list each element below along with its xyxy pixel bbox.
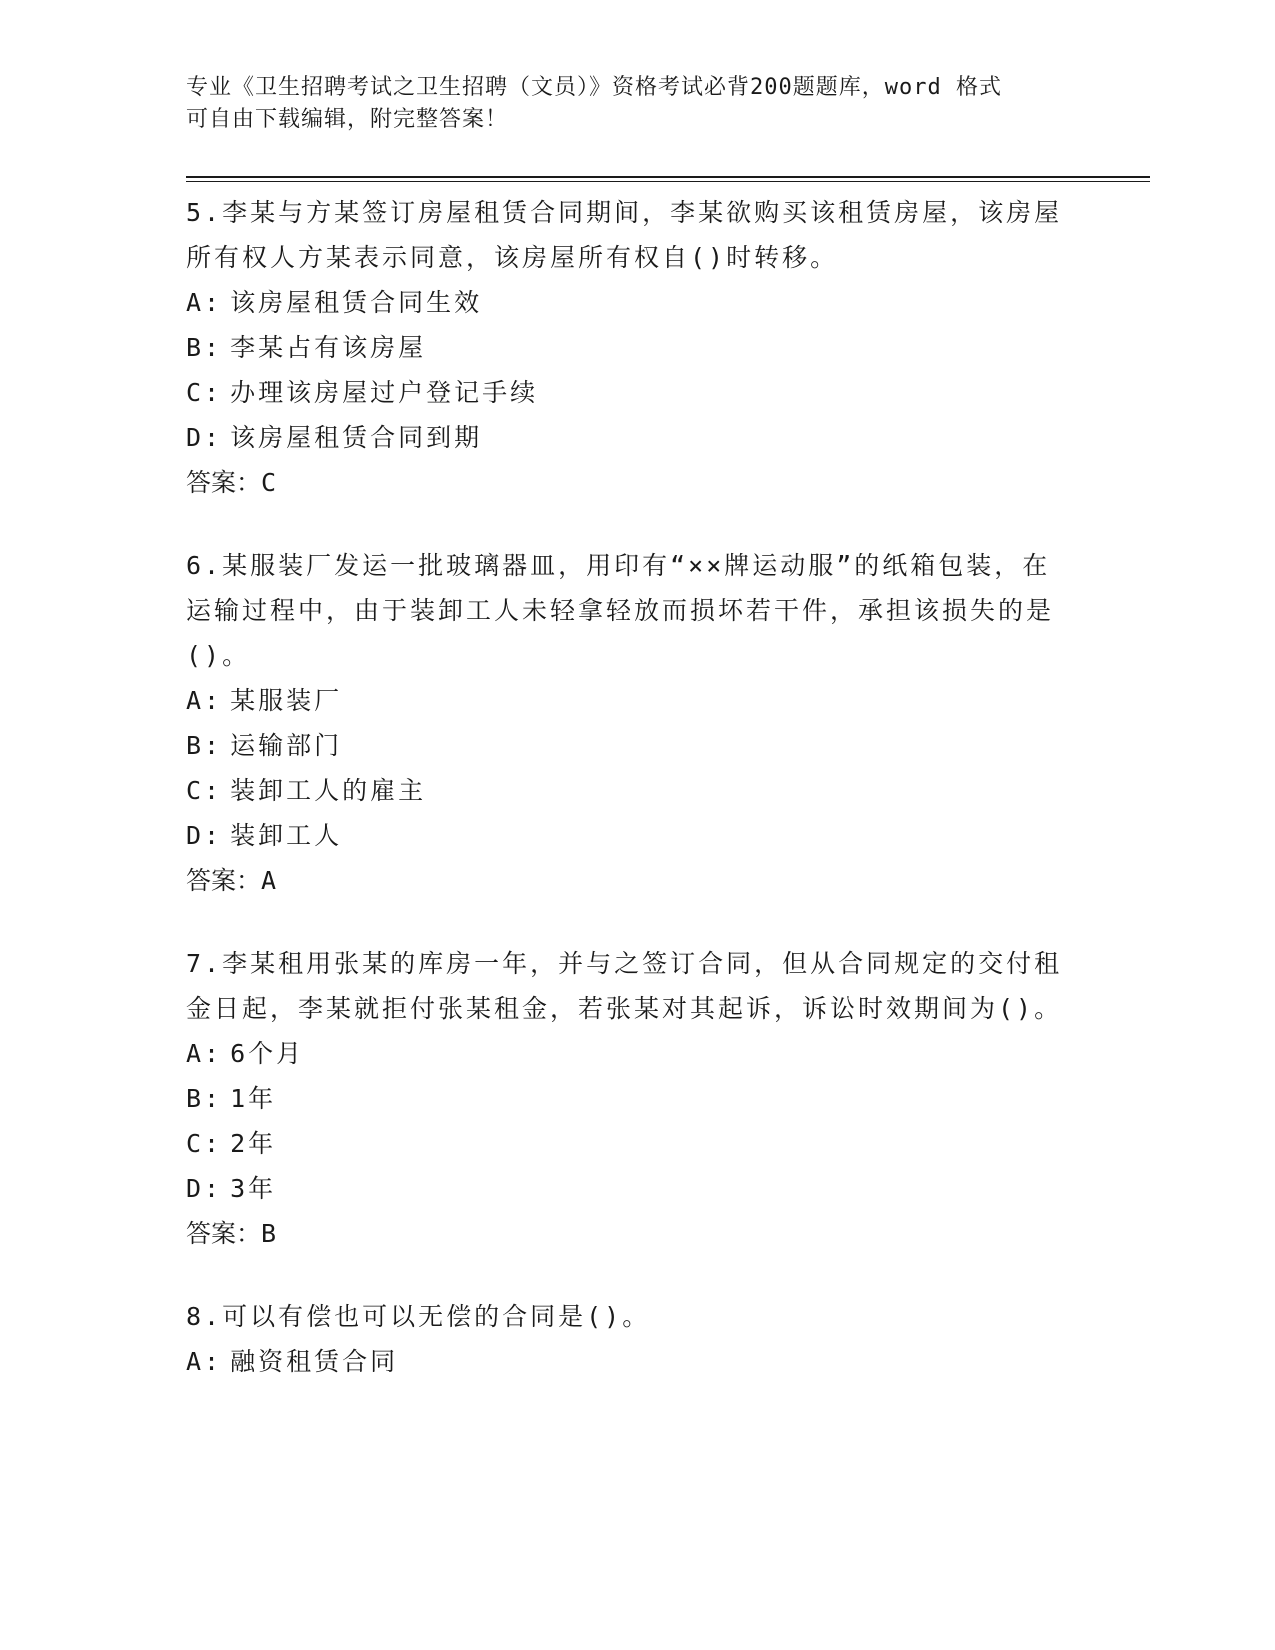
option-text: 某服装厂 (230, 686, 343, 715)
option-b (186, 325, 1066, 370)
option-a (186, 678, 1066, 723)
option-text: 李某占有该房屋 (230, 333, 427, 362)
option-d (186, 1166, 1066, 1211)
question-7 (186, 941, 1066, 1256)
option-text: 1年 (230, 1084, 277, 1113)
question-list (186, 190, 1066, 1422)
option-text: 6个月 (230, 1039, 305, 1068)
option-c (186, 768, 1066, 813)
option-key: D: (186, 1174, 223, 1203)
question-5 (186, 190, 1066, 505)
header-line-1: 专业《卫生招聘考试之卫生招聘（文员）》资格考试必背200题题库，word 格式 (186, 75, 1002, 100)
question-8 (186, 1294, 1066, 1384)
option-key: A: (186, 1347, 223, 1376)
option-key: D: (186, 821, 223, 850)
answer-line (186, 460, 1066, 505)
header-divider-thin (186, 181, 1150, 182)
option-key: C: (186, 378, 223, 407)
question-text: 6.某服装厂发运一批玻璃器皿，用印有“××牌运动服”的纸箱包装，在运输过程中，由于装卸工人未轻拿轻放而损坏若干件，承担该损失的是()。 (186, 551, 1055, 670)
option-key: A: (186, 288, 223, 317)
answer-value: A (261, 866, 277, 895)
option-key: B: (186, 1084, 223, 1113)
option-key: C: (186, 776, 223, 805)
option-text: 3年 (230, 1174, 277, 1203)
option-text: 运输部门 (230, 731, 343, 760)
answer-value: B (261, 1219, 277, 1248)
answer-label: 答案： (186, 1219, 262, 1248)
option-key: B: (186, 731, 223, 760)
option-c (186, 1121, 1066, 1166)
option-b (186, 723, 1066, 768)
option-text: 该房屋租赁合同生效 (230, 288, 483, 317)
answer-label: 答案： (186, 866, 262, 895)
option-text: 办理该房屋过户登记手续 (230, 378, 539, 407)
answer-line (186, 1211, 1066, 1256)
option-a (186, 1339, 1066, 1384)
option-key: A: (186, 686, 223, 715)
question-text: 5.李某与方某签订房屋租赁合同期间，李某欲购买该租赁房屋，该房屋所有权人方某表示同意，该房屋所有权自()时转移。 (186, 198, 1063, 272)
answer-label: 答案： (186, 468, 262, 497)
header-line-2: 可自由下载编辑，附完整答案！ (186, 107, 509, 132)
question-6 (186, 543, 1066, 903)
option-text: 融资租赁合同 (230, 1347, 399, 1376)
option-c (186, 370, 1066, 415)
question-text: 7.李某租用张某的库房一年，并与之签订合同，但从合同规定的交付租金日起，李某就拒付张某租金，若张某对其起诉，诉讼时效期间为()。 (186, 949, 1063, 1023)
header-divider-thick (186, 176, 1150, 178)
question-text: 8.可以有偿也可以无偿的合同是()。 (186, 1302, 651, 1331)
option-key: A: (186, 1039, 223, 1068)
answer-line (186, 858, 1066, 903)
option-text: 装卸工人的雇主 (230, 776, 427, 805)
document-header (186, 72, 1066, 136)
option-a (186, 1031, 1066, 1076)
option-text: 2年 (230, 1129, 277, 1158)
option-key: C: (186, 1129, 223, 1158)
option-a (186, 280, 1066, 325)
option-d (186, 813, 1066, 858)
answer-value: C (261, 468, 277, 497)
option-text: 该房屋租赁合同到期 (230, 423, 483, 452)
option-b (186, 1076, 1066, 1121)
option-key: D: (186, 423, 223, 452)
option-text: 装卸工人 (230, 821, 343, 850)
option-key: B: (186, 333, 223, 362)
option-d (186, 415, 1066, 460)
